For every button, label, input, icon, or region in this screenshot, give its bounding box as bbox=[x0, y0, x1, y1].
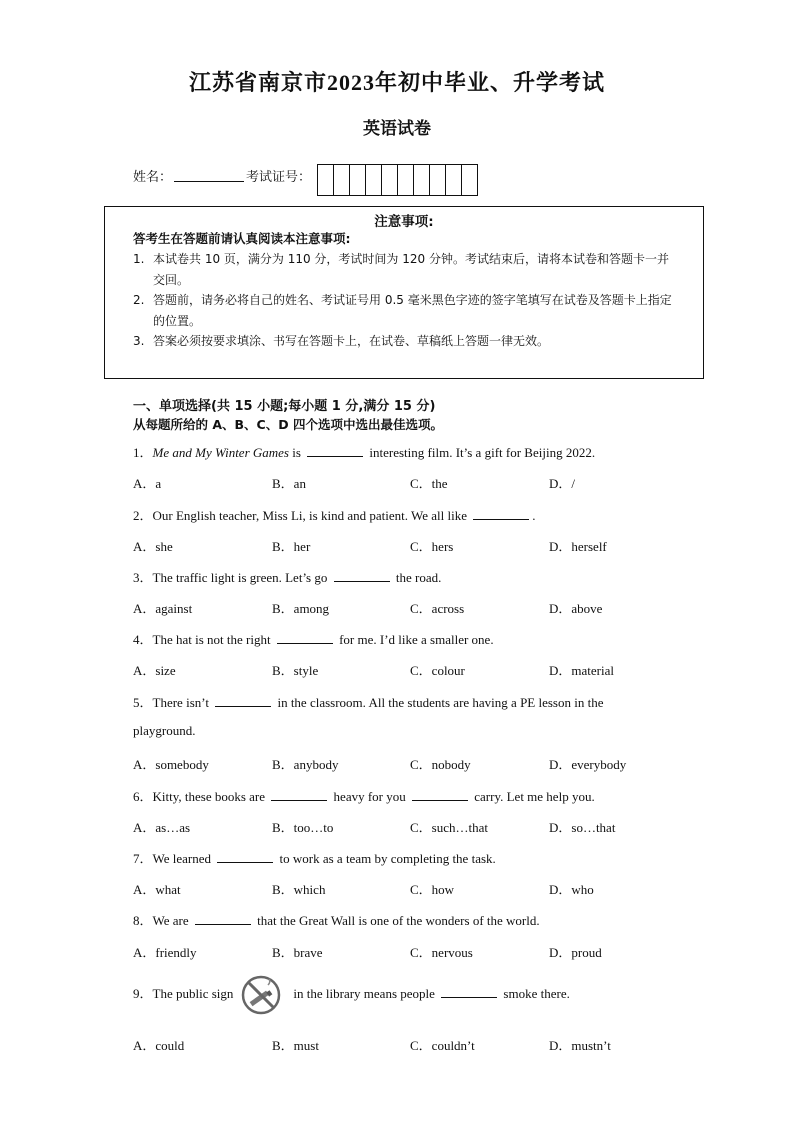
notice-list bbox=[133, 249, 678, 352]
option-c[interactable]: C．across bbox=[410, 601, 465, 616]
candidate-row bbox=[133, 166, 311, 185]
question-5-continued: playground. bbox=[133, 723, 196, 738]
notice-item: 3. 答案必须按要求填涂、书写在答题卡上，在试卷、草稿纸上答题一律无效。 bbox=[133, 334, 550, 348]
options-8 bbox=[133, 942, 693, 960]
question-2: 2．Our English teacher, Miss Li, is kind and patient. We all like . bbox=[133, 508, 536, 523]
id-box[interactable] bbox=[318, 165, 334, 195]
id-box[interactable] bbox=[462, 165, 477, 195]
name-label: 姓名： bbox=[133, 170, 173, 185]
option-d[interactable]: D．material bbox=[549, 663, 614, 678]
option-d[interactable]: D．above bbox=[549, 601, 603, 616]
question-8: 8．We are that the Great Wall is one of the wonders of the world. bbox=[133, 913, 540, 928]
answer-blank bbox=[334, 569, 390, 582]
question-6: 6．Kitty, these books are heavy for you carry. Let me help you. bbox=[133, 789, 595, 804]
answer-blank bbox=[215, 694, 271, 707]
option-c[interactable]: C．hers bbox=[410, 539, 454, 554]
option-a[interactable]: A．what bbox=[133, 882, 181, 897]
option-b[interactable]: B．must bbox=[272, 1038, 319, 1053]
option-c[interactable]: C．how bbox=[410, 882, 455, 897]
option-a[interactable]: A．she bbox=[133, 539, 173, 554]
section-instruction: 从每题所给的 A、B、C、D 四个选项中选出最佳选项。 bbox=[133, 417, 443, 432]
answer-blank bbox=[271, 788, 327, 801]
option-b[interactable]: B．brave bbox=[272, 945, 323, 960]
question-9: 9．The public sign in the library means people smoke there. bbox=[133, 975, 570, 1015]
options-7 bbox=[133, 879, 693, 897]
exam-subtitle: 英语试卷 bbox=[363, 119, 431, 138]
notice-lead: 答考生在答题前请认真阅读本注意事项: bbox=[133, 231, 351, 246]
option-b[interactable]: B．her bbox=[272, 539, 311, 554]
option-d[interactable]: D．proud bbox=[549, 945, 602, 960]
option-a[interactable]: A．could bbox=[133, 1038, 185, 1053]
answer-blank bbox=[473, 507, 529, 520]
answer-blank bbox=[277, 631, 333, 644]
options-5 bbox=[133, 754, 693, 772]
question-7: 7．We learned to work as a team by completing the task. bbox=[133, 851, 496, 866]
id-box[interactable] bbox=[446, 165, 462, 195]
id-box[interactable] bbox=[382, 165, 398, 195]
option-a[interactable]: A．somebody bbox=[133, 757, 209, 772]
option-c[interactable]: C．colour bbox=[410, 663, 465, 678]
id-box[interactable] bbox=[430, 165, 446, 195]
answer-blank bbox=[195, 912, 251, 925]
id-box[interactable] bbox=[350, 165, 366, 195]
option-a[interactable]: A．friendly bbox=[133, 945, 197, 960]
options-6 bbox=[133, 817, 693, 835]
options-4 bbox=[133, 660, 693, 678]
option-c[interactable]: C．nervous bbox=[410, 945, 473, 960]
options-9 bbox=[133, 1035, 693, 1053]
answer-blank bbox=[441, 985, 497, 998]
options-3 bbox=[133, 598, 693, 616]
option-a[interactable]: A．a bbox=[133, 476, 162, 491]
question-3: 3．The traffic light is green. Let’s go the road. bbox=[133, 570, 442, 585]
option-c[interactable]: C．nobody bbox=[410, 757, 471, 772]
answer-blank bbox=[412, 788, 468, 801]
exam-id-grid[interactable] bbox=[317, 164, 478, 196]
id-box[interactable] bbox=[414, 165, 430, 195]
answer-blank bbox=[307, 444, 363, 457]
option-d[interactable]: D．everybody bbox=[549, 757, 627, 772]
no-smoking-sign-icon bbox=[241, 975, 281, 1015]
notice-item: 2. 答题前，请务必将自己的姓名、考试证号用 0.5 毫米黑色字迹的签字笔填写在试卷及答题卡上指定的位置。 bbox=[133, 293, 672, 328]
exam-title: 江苏省南京市2023年初中毕业、升学考试 bbox=[188, 70, 605, 95]
answer-blank bbox=[217, 850, 273, 863]
option-b[interactable]: B．an bbox=[272, 476, 306, 491]
option-c[interactable]: C．couldn’t bbox=[410, 1038, 475, 1053]
option-b[interactable]: B．too…to bbox=[272, 820, 334, 835]
option-a[interactable]: A．as…as bbox=[133, 820, 191, 835]
notice-item: 1. 本试卷共 10 页，满分为 110 分，考试时间为 120 分钟。考试结束后，请将本试卷和答题卡一并交回。 bbox=[133, 252, 669, 287]
option-d[interactable]: D．herself bbox=[549, 539, 607, 554]
id-box[interactable] bbox=[334, 165, 350, 195]
option-b[interactable]: B．style bbox=[272, 663, 319, 678]
section-title: 一、单项选择(共 15 小题;每小题 1 分,满分 15 分) bbox=[133, 399, 436, 414]
option-d[interactable]: D．/ bbox=[549, 476, 576, 491]
notice-box bbox=[104, 206, 704, 379]
question-1: 1．Me and My Winter Games is interesting film. It’s a gift for Beijing 2022. bbox=[133, 445, 596, 460]
option-c[interactable]: C．the bbox=[410, 476, 448, 491]
option-b[interactable]: B．among bbox=[272, 601, 330, 616]
option-a[interactable]: A．against bbox=[133, 601, 193, 616]
question-4: 4．The hat is not the right for me. I’d like a smaller one. bbox=[133, 632, 494, 647]
name-field[interactable] bbox=[174, 166, 244, 182]
option-b[interactable]: B．which bbox=[272, 882, 326, 897]
id-box[interactable] bbox=[398, 165, 414, 195]
question-5: 5．There isn’t in the classroom. All the students are having a PE lesson in the bbox=[133, 695, 604, 710]
id-box[interactable] bbox=[366, 165, 382, 195]
options-1 bbox=[133, 473, 693, 491]
option-a[interactable]: A．size bbox=[133, 663, 176, 678]
notice-title: 注意事项: bbox=[374, 214, 434, 230]
option-d[interactable]: D．who bbox=[549, 882, 594, 897]
option-c[interactable]: C．such…that bbox=[410, 820, 488, 835]
option-d[interactable]: D．mustn’t bbox=[549, 1038, 611, 1053]
option-b[interactable]: B．anybody bbox=[272, 757, 339, 772]
id-label: 考试证号： bbox=[246, 170, 312, 185]
options-2 bbox=[133, 536, 693, 554]
option-d[interactable]: D．so…that bbox=[549, 820, 616, 835]
